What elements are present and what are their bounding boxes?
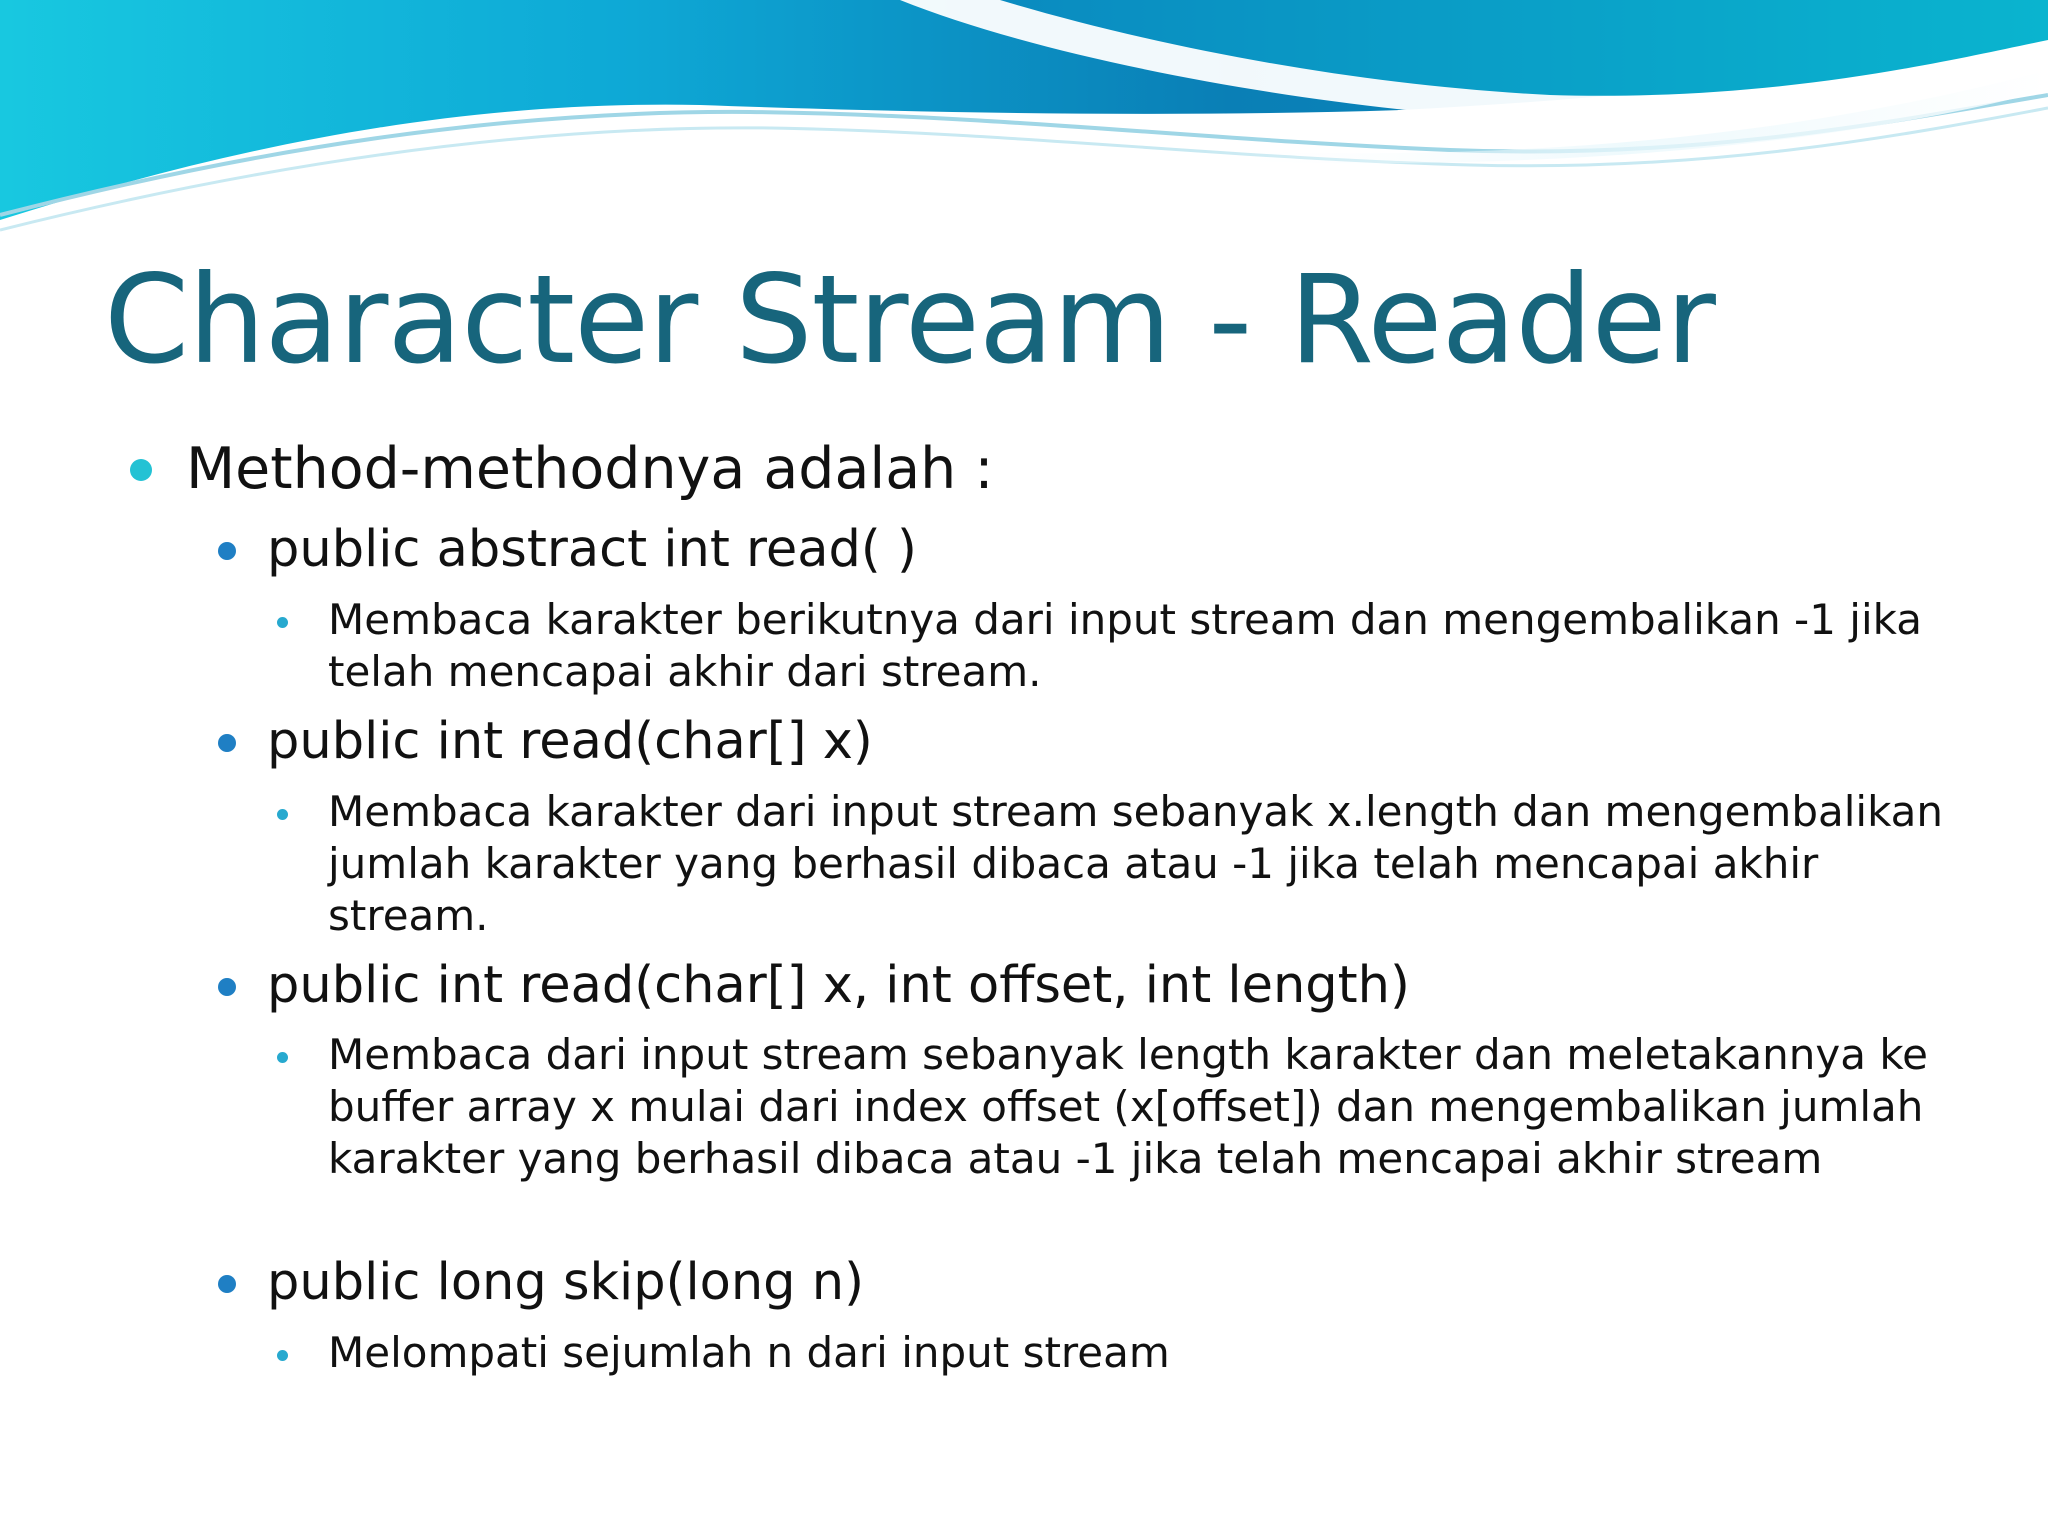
method-description-1: Membaca karakter berikutnya dari input stream dan mengembalikan -1 jika telah mencapai akhir dari stream. [328,595,1922,696]
bullet-level3 [277,617,288,628]
bullet-level3 [277,1052,288,1063]
method-signature-2: public int read(char[] x) [267,712,873,771]
method-signature-1: public abstract int read( ) [267,520,917,579]
bullet-level2 [218,542,236,560]
bullet-level2 [218,978,236,996]
method-signature-4: public long skip(long n) [267,1253,864,1312]
intro-text: Method-methodnya adalah : [186,436,994,502]
bullet-level2 [218,734,236,752]
method-description-4: Melompati sejumlah n dari input stream [328,1328,1170,1377]
method-description-2: Membaca karakter dari input stream sebanyak x.length dan mengembalikan jumlah karakter yang berhasil dibaca atau -1 jika telah mencapai akhir stream. [328,787,1944,940]
bullet-level3 [277,809,288,820]
slide-title: Character Stream - Reader [104,249,1715,391]
method-description-3: Membaca dari input stream sebanyak length karakter dan meletakannya ke buffer array x mulai dari index offset (x[offset]) dan mengembalikan jumlah karakter yang berhasil dibaca atau -1 jika telah mencapai akhir stream [328,1030,1928,1183]
bullet-level1 [130,459,152,481]
bullet-level3 [277,1350,288,1361]
method-signature-3: public int read(char[] x, int offset, int length) [267,956,1410,1015]
bullet-level2 [218,1275,236,1293]
